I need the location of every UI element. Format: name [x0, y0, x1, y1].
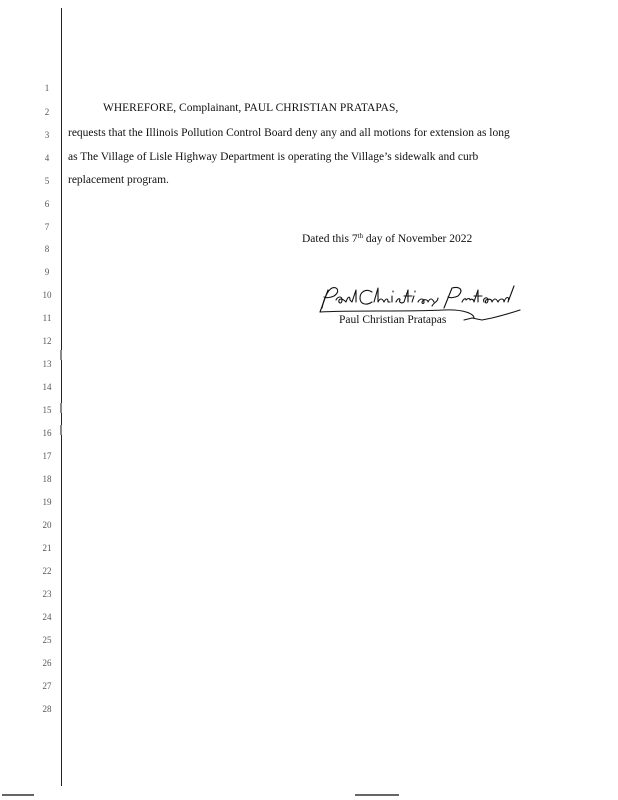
dated-ordinal: th — [357, 232, 364, 240]
line-number: 3 — [44, 130, 50, 140]
line-number: 9 — [44, 267, 50, 277]
line-number: 18 — [42, 474, 52, 484]
line-number: 21 — [42, 543, 52, 553]
footer-scan-mark — [2, 794, 34, 796]
line-number: 19 — [42, 497, 52, 507]
dated-rest: day of November 2022 — [363, 233, 473, 245]
request-line: requests that the Illinois Pollution Control Board deny any and all motions for extension as long — [68, 127, 510, 139]
village-line: as The Village of Lisle Highway Department is operating the Village’s sidewalk and curb — [68, 151, 479, 163]
line-number: 11 — [42, 313, 52, 323]
line-number: 5 — [44, 176, 50, 186]
line-number: 14 — [42, 382, 52, 392]
line-number: 20 — [42, 520, 52, 530]
signer-printed-name: Paul Christian Pratapas — [339, 314, 447, 326]
line-number: 8 — [44, 244, 50, 254]
line-number: 13 — [42, 359, 52, 369]
line-number: 15 — [42, 405, 52, 415]
line-number: 16 — [42, 428, 52, 438]
margin-scan-mark — [60, 350, 62, 360]
line-number: 10 — [42, 290, 52, 300]
pleading-margin-rule — [61, 8, 62, 786]
line-number: 27 — [42, 681, 52, 691]
line-number: 26 — [42, 658, 52, 668]
dated-line — [302, 232, 472, 245]
line-number: 28 — [42, 704, 52, 714]
line-number: 7 — [44, 222, 50, 232]
line-number: 6 — [44, 199, 50, 209]
line-number: 4 — [44, 153, 50, 163]
line-number-gutter — [0, 0, 60, 800]
line-number: 12 — [42, 336, 52, 346]
line-number: 17 — [42, 451, 52, 461]
line-number: 24 — [42, 612, 52, 622]
program-line: replacement program. — [68, 174, 169, 186]
line-number: 22 — [42, 566, 52, 576]
line-number: 1 — [44, 83, 50, 93]
wherefore-line: WHEREFORE, Complainant, PAUL CHRISTIAN PRATAPAS, — [103, 102, 399, 114]
dated-prefix: Dated this 7 — [302, 233, 358, 245]
line-number: 25 — [42, 635, 52, 645]
footer-scan-mark — [355, 794, 399, 796]
margin-scan-mark — [60, 425, 62, 435]
line-number: 23 — [42, 589, 52, 599]
line-number: 2 — [44, 107, 50, 117]
margin-scan-mark — [60, 403, 62, 413]
